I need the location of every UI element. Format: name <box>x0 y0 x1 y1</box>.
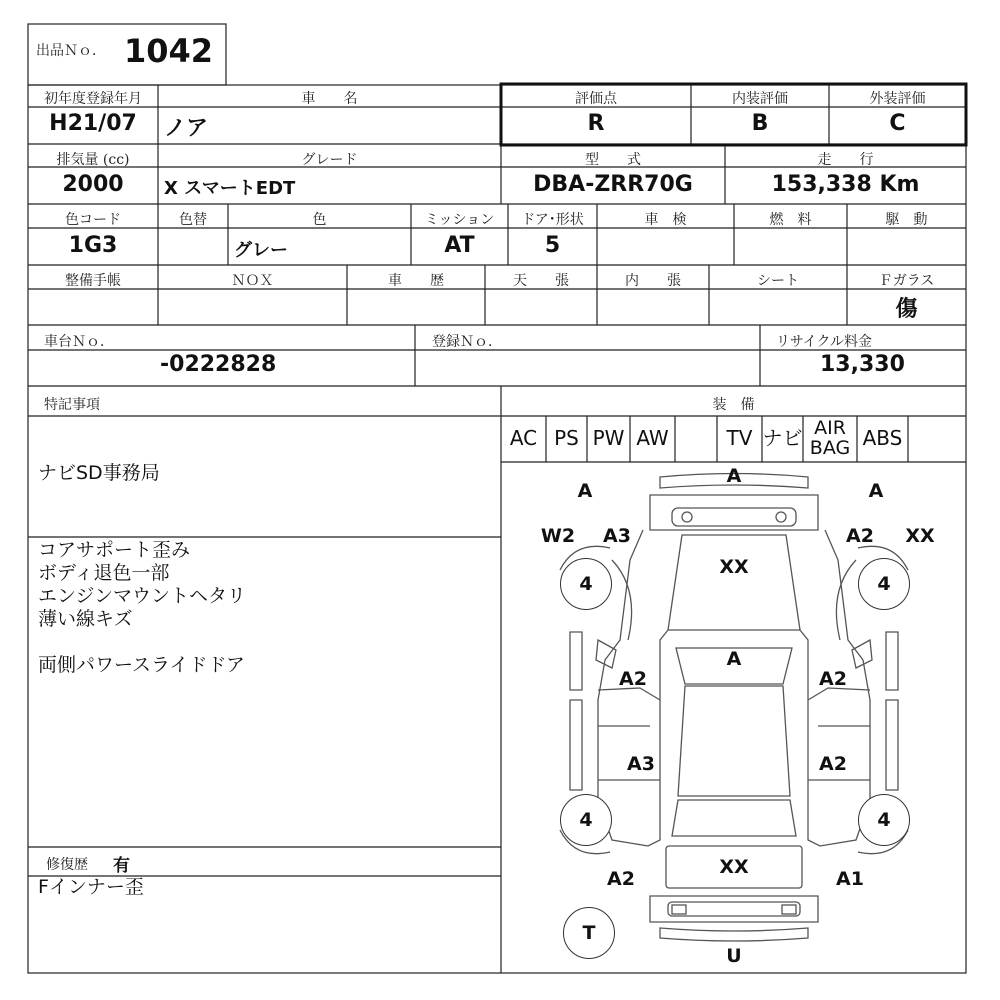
door-label: ドア･形状 <box>521 212 584 228</box>
first-registration-value: H21/07 <box>49 111 137 136</box>
equipment-item: AW <box>636 426 669 450</box>
fuel-label: 燃 料 <box>769 212 812 228</box>
registration-number-label: 登録Ｎｏ． <box>432 334 502 350</box>
equipment-label: 装 備 <box>712 397 755 413</box>
repair-detail: Fインナー歪 <box>38 876 144 898</box>
recycle-fee-value: 13,330 <box>820 352 905 377</box>
equipment-item: PW <box>592 426 625 450</box>
inspection-label: 車 検 <box>644 212 687 228</box>
equipment-item: PS <box>554 426 579 450</box>
color-code-value: 1G3 <box>68 233 118 258</box>
damage-front-left-corner: A <box>577 480 593 502</box>
damage-right-front-door: A2 <box>819 668 847 690</box>
damage-right-front-xx: XX <box>905 525 935 547</box>
service-record-label: 整備手帳 <box>65 273 121 289</box>
transmission-label: ミッション <box>424 212 495 228</box>
evaluation-score-label: 評価点 <box>575 91 617 107</box>
mileage-label: 走 行 <box>817 152 874 168</box>
color-code-label: 色コード <box>65 212 121 228</box>
interior-evaluation-value: B <box>751 111 769 136</box>
equipment-item: AIR BAG <box>809 417 851 459</box>
roof-lining-label: 天 張 <box>513 273 569 289</box>
spare-tyre: T <box>563 907 615 959</box>
remarks-block: コアサポート歪み ボディ退色一部 エンジンマウントヘタリ 薄い線キズ 両側パワースライドドア <box>38 539 247 676</box>
drive-label: 駆 動 <box>885 212 928 228</box>
tyre-front-right: 4 <box>858 558 910 610</box>
car-name-value: ノア <box>164 116 209 141</box>
damage-front-bumper: A <box>726 465 742 487</box>
first-registration-label: 初年度登録年月 <box>44 91 142 107</box>
tyre-rear-left: 4 <box>560 794 612 846</box>
damage-hood: XX <box>719 556 749 578</box>
equipment-item: TV <box>726 426 753 450</box>
repair-history-value: 有 <box>113 856 130 876</box>
damage-right-fender: A2 <box>846 525 874 547</box>
exterior-evaluation-value: C <box>889 111 906 136</box>
model-code-label: 型 式 <box>585 152 641 168</box>
damage-roof-front: A <box>726 648 742 670</box>
grade-value: X スマートEDT <box>164 178 296 199</box>
car-name-label: 車 名 <box>301 91 358 107</box>
nox-label: ＮＯＸ <box>231 273 274 289</box>
damage-left-fender: A3 <box>603 525 631 547</box>
displacement-label: 排気量 (cc) <box>56 152 130 168</box>
door-value: 5 <box>544 233 561 258</box>
damage-right-rear-door: A2 <box>819 753 847 775</box>
repaint-label: 色替 <box>179 212 207 228</box>
damage-right-rear-quarter: A1 <box>836 868 864 890</box>
damage-under: U <box>726 945 742 967</box>
recycle-fee-label: リサイクル料金 <box>776 334 873 350</box>
vehicle-history-label: 車 歴 <box>388 273 444 289</box>
mileage-value: 153,338 Km <box>771 172 920 197</box>
tyre-rear-right: 4 <box>858 794 910 846</box>
interior-evaluation-label: 内装評価 <box>732 91 788 107</box>
exterior-evaluation-label: 外装評価 <box>869 91 926 107</box>
remarks-label: 特記事項 <box>44 397 100 413</box>
damage-rear-gate: XX <box>719 856 749 878</box>
repair-history-label: 修復歴 <box>46 857 88 873</box>
equipment-item: ナビ <box>762 426 803 450</box>
seat-label: シート <box>757 273 799 289</box>
damage-front-right-corner: A <box>868 480 884 502</box>
color-value: グレー <box>234 240 288 261</box>
tyre-front-left: 4 <box>560 558 612 610</box>
chassis-number-value: -0222828 <box>160 352 277 377</box>
grade-label: グレード <box>301 152 358 168</box>
lot-number: 1042 <box>124 32 214 70</box>
damage-w2: W2 <box>540 525 576 547</box>
displacement-value: 2000 <box>62 172 124 197</box>
interior-trim-label: 内 張 <box>625 273 681 289</box>
remarks-line-1: ナビSD事務局 <box>38 462 160 484</box>
evaluation-score-value: R <box>587 111 605 136</box>
transmission-value: AT <box>444 233 475 258</box>
front-glass-value: 傷 <box>895 297 918 322</box>
equipment-item: AC <box>509 426 538 450</box>
damage-left-rear-quarter: A2 <box>607 868 635 890</box>
model-code-value: DBA-ZRR70G <box>533 172 693 197</box>
chassis-number-label: 車台Ｎｏ． <box>44 334 114 350</box>
equipment-item: ABS <box>862 426 903 450</box>
front-glass-label: Ｆガラス <box>878 273 935 289</box>
damage-left-front-door: A2 <box>619 668 647 690</box>
color-label: 色 <box>312 212 327 228</box>
damage-left-rear-door: A3 <box>627 753 655 775</box>
lot-number-label: 出品Ｎｏ． <box>36 43 106 59</box>
